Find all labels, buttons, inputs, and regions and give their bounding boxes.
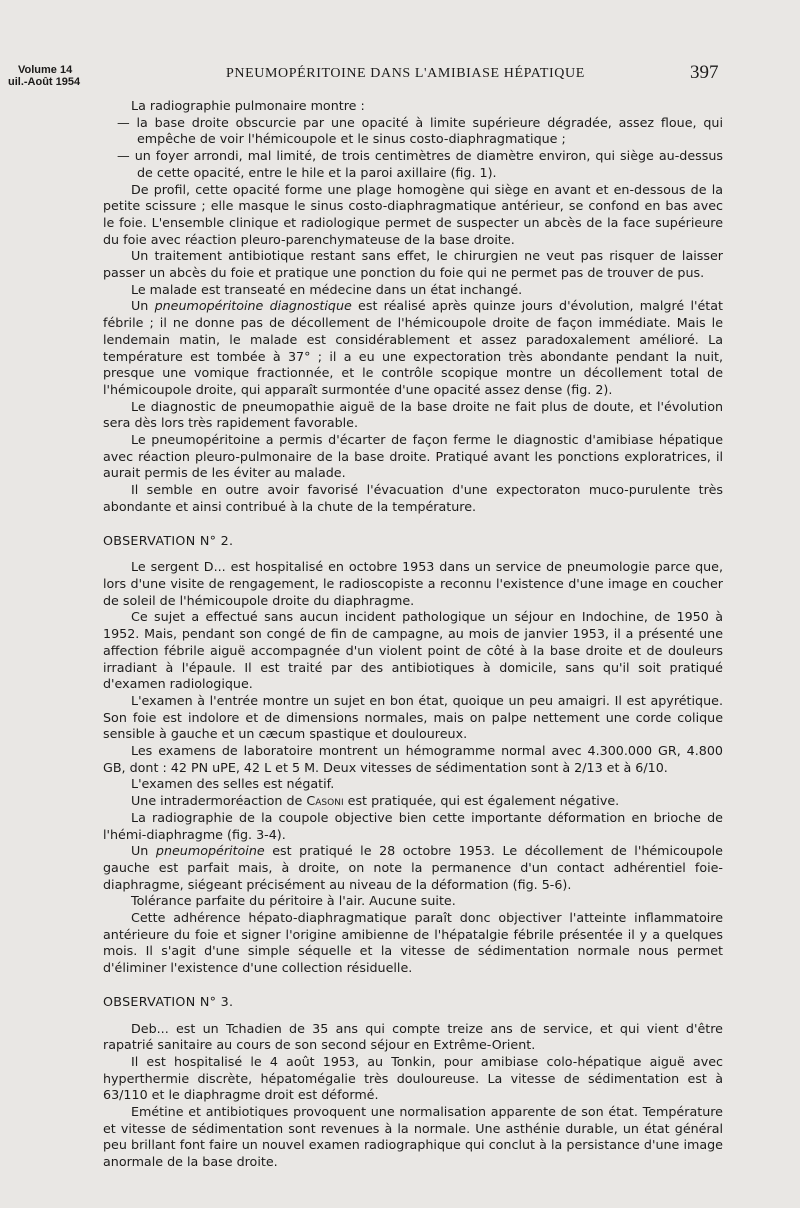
volume-number: Volume 14 [18, 64, 73, 76]
paragraph: Tolérance parfaite du péritoire à l'air. Aucune suite. [131, 893, 456, 909]
text: Un [131, 843, 156, 859]
italic-term: pneumopéritoine [155, 843, 265, 859]
issue-date: uil.-Août 1954 [8, 76, 81, 88]
paragraph: Emétine et antibiotiques provoquent une normalisation apparente de son état. Température et vitesse de sédimentation sont revenues à la normale. Une asthénie durable, un état général peu brillant font faire un nouvel examen radiographique qui conclut à la persistance d'une image anormale de la base droite. [103, 1104, 723, 1170]
section-heading-observation-2: OBSERVATION N° 2. [103, 532, 234, 548]
paragraph [103, 298, 723, 398]
paragraph: La radiographie de la coupole objective bien cette importante déformation en brioche de l'hémi-diaphragme (fig. 3-4). [103, 809, 723, 842]
text: est pratiquée, qui est également négative. [343, 793, 620, 809]
paragraph: Deb... est un Tchadien de 35 ans qui compte treize ans de service, et qui vient d'être rapatrié sanitaire au cours de son second séjour en Extrême-Orient. [103, 1020, 723, 1053]
paragraph: Ce sujet a effectué sans aucun incident pathologique un séjour en Indochine, de 1950 à 1952. Mais, pendant son congé de fin de campagne, au mois de janvier 1953, il a présenté une affection fébrile aiguë accompagnée d'un violent point de côté à la base droite et de douleurs irradiant à l'épaule. Il est traité par des antibiotiques à domicile, sans qu'il soit pratiqué d'examen radiologique. [103, 609, 723, 692]
paragraph: La radiographie pulmonaire montre : [131, 98, 365, 113]
paragraph: De profil, cette opacité forme une plage homogène qui siège en avant et en-dessous de la petite scissure ; elle masque le sinus costo-diaphragmatique antérieur, se confond en bas avec le foie. L'ensemble clinique et radiologique permet de suspecter un abcès de la face supérieure du foie avec réaction pleuro-parenchymateuse de la base droite. [103, 181, 723, 247]
volume-info [8, 64, 80, 88]
paragraph: Un traitement antibiotique restant sans effet, le chirurgien ne veut pas risquer de laisser passer un abcès du foie et pratique une ponction du foie qui ne permet pas de trouver de pus. [103, 248, 723, 281]
paragraph [103, 843, 723, 893]
article-body [103, 98, 723, 1171]
text: est pratiqué le 28 octobre 1953. Le décollement de l'hémicoupole gauche est parfait mais, à droite, on note la permanence d'un contact adhérentiel foie-diaphragme, siégeant précisément au niveau de la déformation (fig. 5-6). [103, 843, 723, 892]
paragraph: Il est hospitalisé le 4 août 1953, au Tonkin, pour amibiase colo-hépatique aiguë avec hyperthermie discrète, hépatomégalie très douloureuse. La vitesse de sédimentation est à 63/110 et le diaphragme droit est déformé. [103, 1053, 723, 1103]
paragraph: Le sergent D... est hospitalisé en octobre 1953 dans un service de pneumologie parce que, lors d'une visite de rengagement, le radioscopiste a reconnu l'existence d'une image en coucher de soleil de l'hémicoupole droite du diaphragme. [103, 559, 723, 608]
list-item: — la base droite obscurcie par une opacité à limite supérieure dégradée, assez floue, qui empêche de voir l'hémicoupole et le sinus costo-diaphragmatique ; [117, 114, 723, 147]
text: Une intradermoréaction de [131, 793, 307, 809]
text: Un [131, 298, 155, 314]
paragraph: L'examen à l'entrée montre un sujet en bon état, quoique un peu amaigri. Il est apyrétique. Son foie est indolore et de dimensions normales, mais on palpe nettement une corde colique sensible à gauche et un cæcum spastique et douloureux. [103, 692, 723, 742]
paragraph: Le diagnostic de pneumopathie aiguë de la base droite ne fait plus de doute, et l'évolution sera dès lors très rapidement favorable. [103, 398, 723, 431]
paragraph: Cette adhérence hépato-diaphragmatique paraît donc objectiver l'atteinte inflammatoire antérieure du foie et signer l'origine amibienne de l'hépatalgie fébrile présentée il y a quelques mois. Il s'agit d'une simple séquelle et la vitesse de sédimentation normale nous permet d'éliminer l'existence d'une collection résiduelle. [103, 910, 723, 976]
list-item: — un foyer arrondi, mal limité, de trois centimètres de diamètre environ, qui siège au-dessus de cette opacité, entre le hile et la paroi axillaire (fig. 1). [117, 148, 723, 180]
running-title: PNEUMOPÉRITOINE DANS L'AMIBIASE HÉPATIQUE [226, 66, 585, 81]
italic-term: pneumopéritoine diagnostique [154, 298, 352, 314]
paragraph: Le malade est transeaté en médecine dans un état inchangé. [131, 281, 523, 297]
paragraph: Le pneumopéritoine a permis d'écarter de façon ferme le diagnostic d'amibiase hépatique avec réaction pleuro-pulmonaire de la base droite. Pratiqué avant les ponctions exploratrices, il aurait permis de les éviter au malade. [103, 432, 723, 481]
section-heading-observation-3: OBSERVATION N° 3. [103, 993, 234, 1009]
paragraph: Il semble en outre avoir favorisé l'évacuation d'une expectoraton muco-purulente très abondante et ainsi contribué à la chute de la température. [103, 482, 723, 514]
page-number: 397 [690, 62, 719, 83]
text: est réalisé après quinze jours d'évolution, malgré l'état fébrile ; il ne donne pas de décollement de l'hémicoupole droite de façon immédiate. Mais le lendemain matin, le malade est considérablement et assez paradoxalement amélioré. La température est tombée à 37° ; il a eu une expectoration très abondante pendant la nuit, presque une vomique fractionnée, et le contrôle scopique montre un décollement total de l'hémicoupole droite, qui apparaît surmontée d'une opacité assez dense (fig. 2). [103, 298, 723, 397]
paragraph [103, 793, 723, 810]
author-name: Casoni [306, 793, 344, 809]
paragraph: L'examen des selles est négatif. [131, 776, 335, 792]
paragraph: Les examens de laboratoire montrent un hémogramme normal avec 4.300.000 GR, 4.800 GB, dont : 42 PN uPE, 42 L et 5 M. Deux vitesses de sédimentation sont à 2/13 et à 6/10. [103, 743, 723, 775]
